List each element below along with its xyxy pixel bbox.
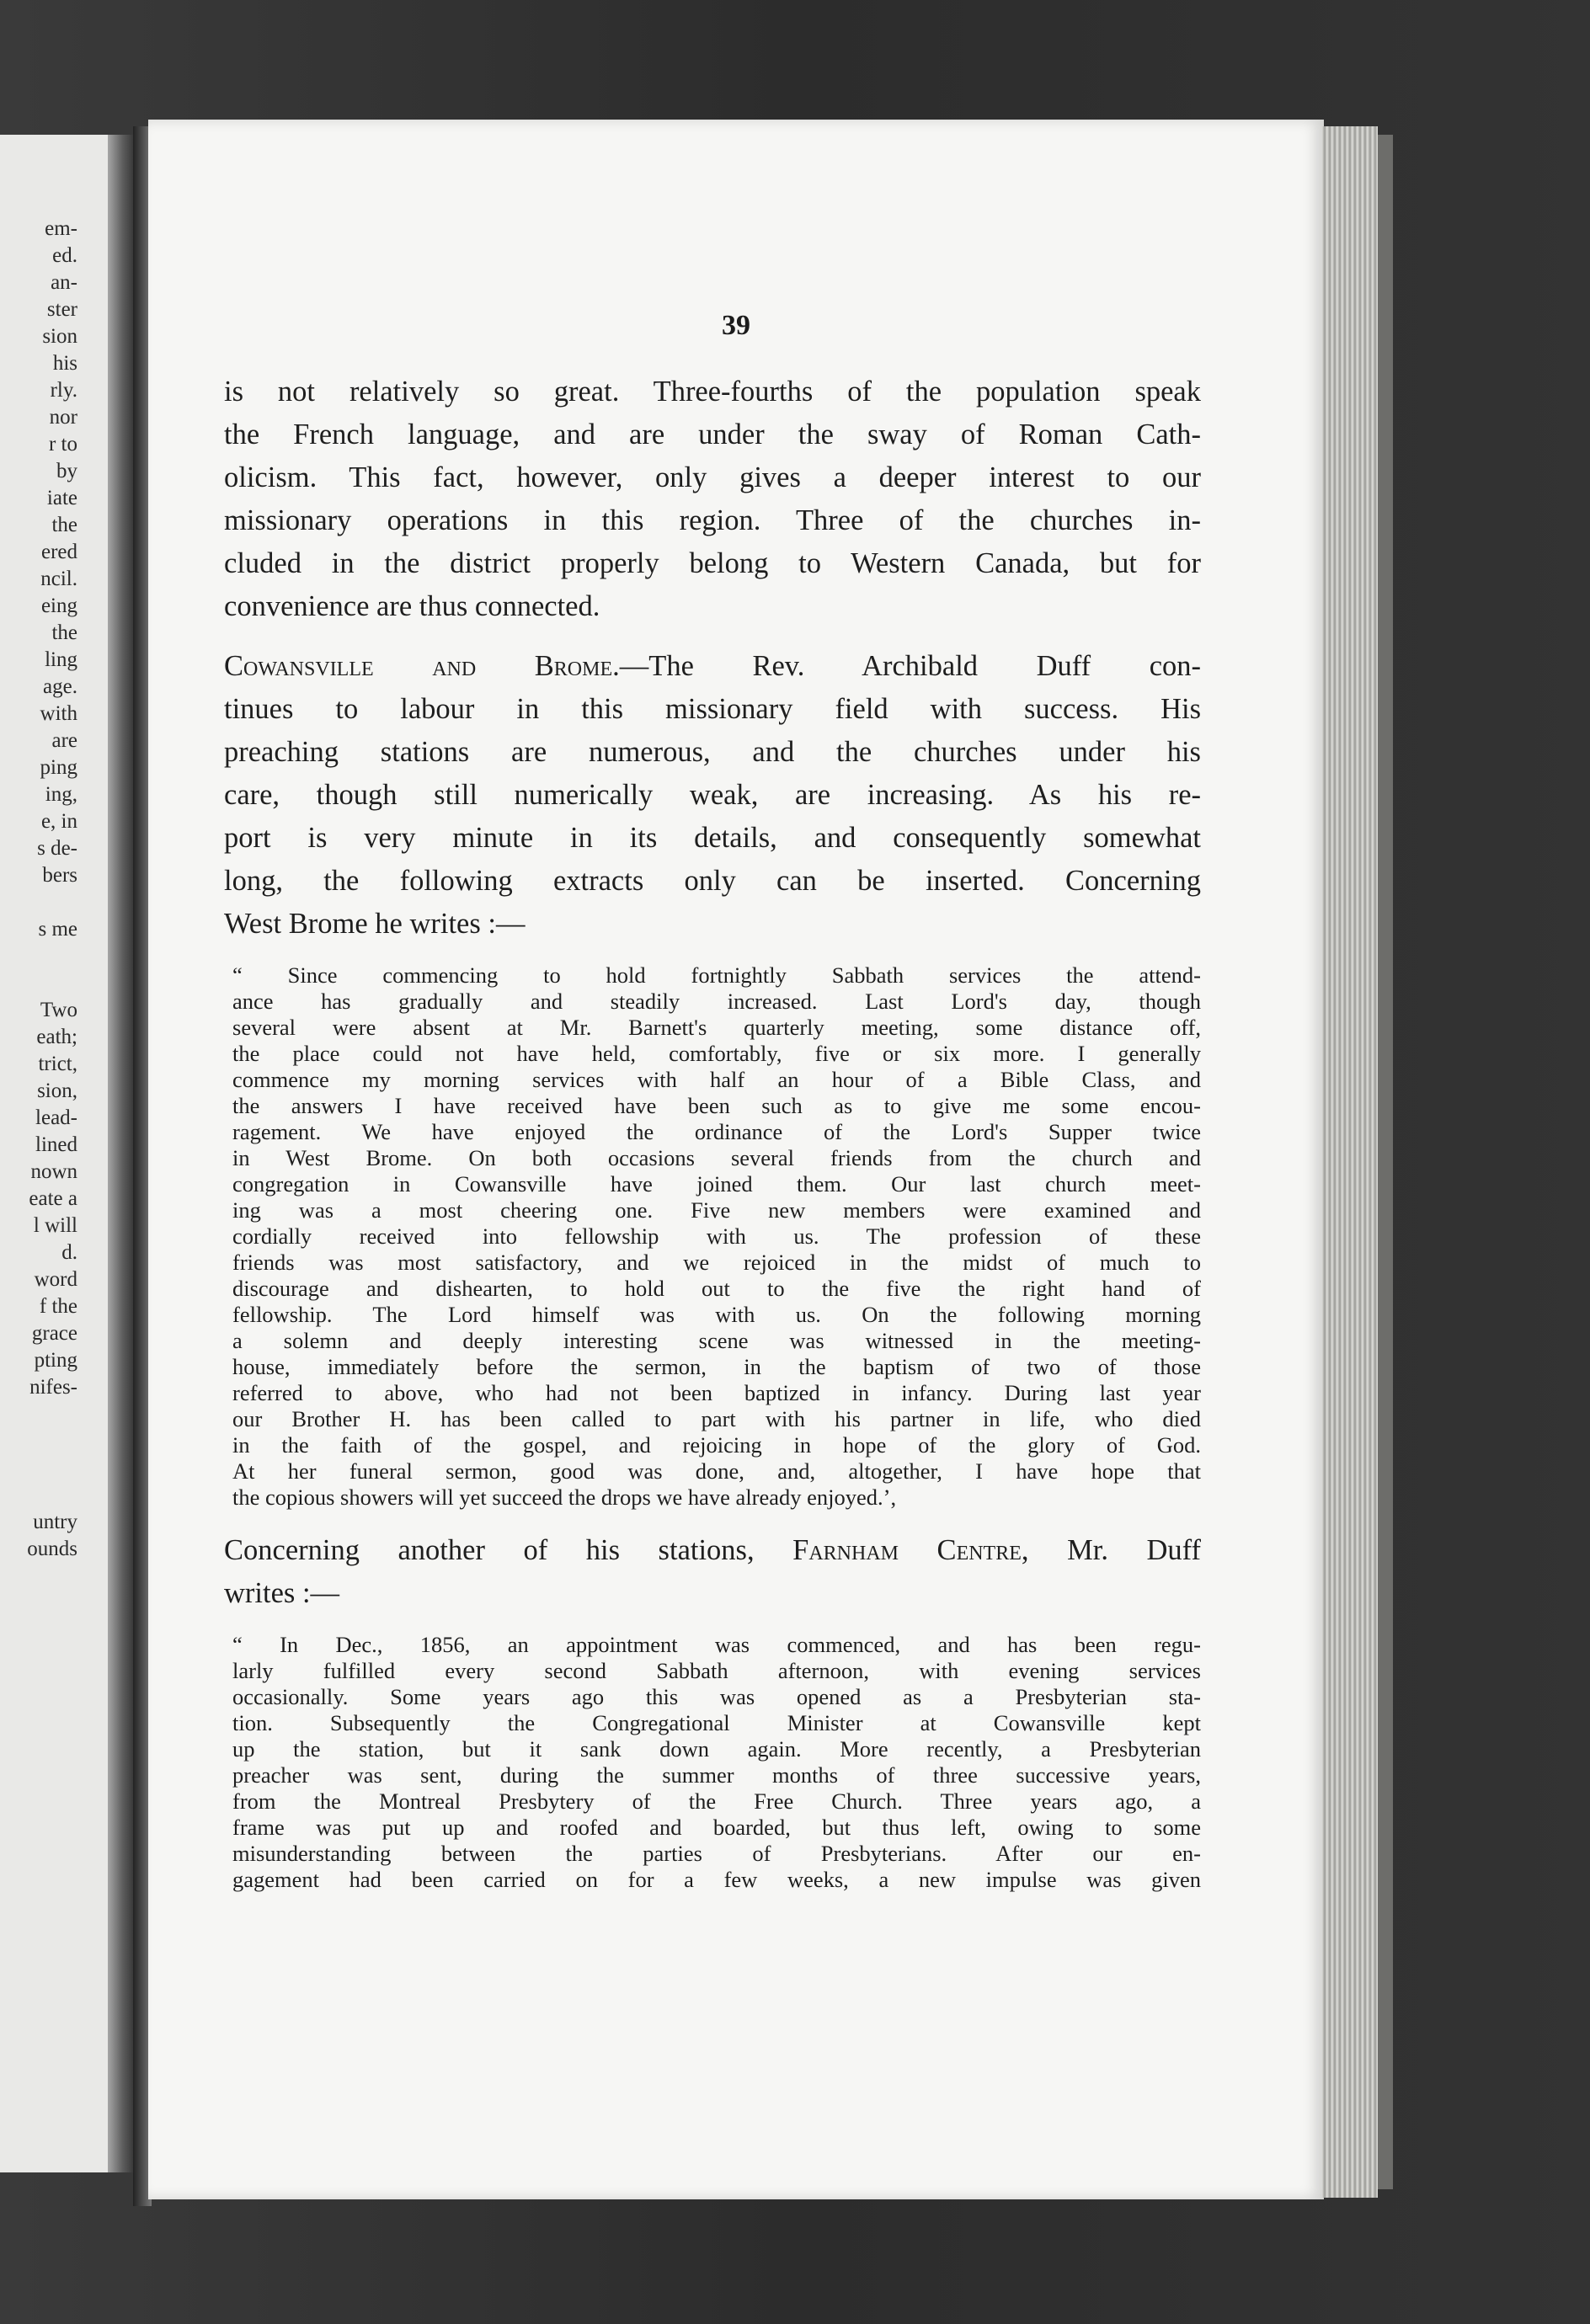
quote-line: larly fulfilled every second Sabbath afternoon, with evening services: [232, 1658, 1201, 1683]
farnham-second-line: writes :—: [224, 1577, 340, 1609]
quote-line: At her funeral sermon, good was done, and, altogether, I have hope that: [232, 1458, 1201, 1484]
farnham-line-before: Concerning another of his stations,: [224, 1534, 755, 1566]
quote-line: gagement had been carried on for a few weeks, a new impulse was given: [232, 1867, 1201, 1892]
left-page-fragment: by: [56, 460, 77, 482]
west-brome-quote: [232, 962, 1201, 1511]
quote-line: “ Since commencing to hold fortnightly Sabbath services the attend-: [232, 962, 1201, 988]
quote-line: fellowship. The Lord himself was with us. On the following morning: [232, 1302, 1201, 1327]
quote-line: commence my morning services with half an hour of a Bible Class, and: [232, 1067, 1201, 1092]
left-page-text-fragments: [0, 216, 77, 1563]
cowansville-paragraph: [224, 645, 1201, 946]
left-page-fragment: rly.: [50, 379, 77, 402]
left-page-fragment: iate: [46, 487, 77, 509]
book-gutter: [108, 135, 133, 2172]
farnham-first-line: [224, 1529, 1201, 1572]
quote-line: “ In Dec., 1856, an appointment was commenced, and has been regu-: [232, 1632, 1201, 1657]
left-page-fragment: [0, 1428, 77, 1455]
right-page: [148, 120, 1324, 2199]
left-page-fragment: bers: [42, 864, 77, 887]
left-page-fragment: [0, 970, 77, 997]
left-page-fragment: an-: [51, 271, 77, 294]
left-page-fragment: Two: [40, 999, 77, 1021]
quote-line: ing was a most cheering one. Five new members were examined and: [232, 1197, 1201, 1223]
quote-line: in West Brome. On both occasions several friends from the church and: [232, 1145, 1201, 1170]
quote-line: referred to above, who had not been baptized in infancy. During last year: [232, 1380, 1201, 1405]
quote-line: our Brother H. has been called to part with his partner in life, who died: [232, 1406, 1201, 1431]
left-page-fragment: r to: [48, 433, 77, 456]
left-page-fragment: eate a: [29, 1187, 77, 1210]
left-page-fragment: [0, 1401, 77, 1428]
cowansville-first-line: [224, 645, 1201, 688]
quote-line: the answers I have received have been such as to give me some encou-: [232, 1093, 1201, 1118]
farnham-station-name: Farnham Centre,: [792, 1534, 1029, 1566]
quote-line: preacher was sent, during the summer months of three successive years,: [232, 1762, 1201, 1788]
quote-line: ragement. We have enjoyed the ordinance of the Lord's Supper twice: [232, 1119, 1201, 1144]
left-page-fragment: pting: [34, 1349, 77, 1372]
left-page-fragment: nor: [49, 406, 77, 429]
page-number: 39: [722, 310, 750, 341]
body-line: preaching stations are numerous, and the churches under his: [224, 736, 1201, 768]
page-body: [224, 370, 1201, 1911]
quote-line: from the Montreal Presbytery of the Free Church. Three years ago, a: [232, 1788, 1201, 1814]
left-page-fragment: ing,: [45, 783, 77, 806]
left-page-fragment: d.: [61, 1241, 77, 1264]
left-page-fragment: s de-: [37, 837, 77, 860]
left-page-fragment: sion: [42, 325, 77, 348]
body-line: port is very minute in its details, and consequently somewhat: [224, 822, 1201, 854]
body-line: long, the following extracts only can be inserted. Concerning: [224, 865, 1201, 897]
left-page-fragment: with: [40, 702, 77, 725]
left-page-fragment: trict,: [38, 1053, 77, 1075]
quote-line: in the faith of the gospel, and rejoicing in hope of the glory of God.: [232, 1432, 1201, 1458]
body-line: tinues to labour in this missionary field with success. His: [224, 693, 1201, 725]
body-line: cluded in the district properly belong to Western Canada, but for: [224, 547, 1201, 579]
body-line: the French language, and are under the sway of Roman Cath-: [224, 418, 1201, 450]
left-page-fragment: nifes-: [29, 1376, 77, 1399]
left-page-fragment: s me: [38, 918, 77, 941]
left-page-fragment: eath;: [36, 1026, 77, 1048]
quote-line: several were absent at Mr. Barnett's quarterly meeting, some distance off,: [232, 1015, 1201, 1040]
quote-line: house, immediately before the sermon, in the baptism of two of those: [232, 1354, 1201, 1379]
left-page-fragment: ncil.: [40, 568, 77, 590]
cowansville-lines: [224, 688, 1201, 946]
left-page-fragment: [0, 889, 77, 916]
left-page-fragment: ered: [40, 541, 77, 563]
quote-line: misunderstanding between the parties of Presbyterians. After our en-: [232, 1841, 1201, 1866]
left-page-fragment: ping: [40, 756, 77, 779]
left-page-fragment: lined: [35, 1133, 77, 1156]
left-page-fragment: eing: [40, 594, 77, 617]
left-page-fragment: his: [52, 352, 77, 375]
quote-line: congregation in Cowansville have joined them. Our last church meet-: [232, 1171, 1201, 1197]
left-page-fragment: lead-: [35, 1106, 77, 1129]
scan-artifact: [632, 2273, 657, 2307]
quote-line: up the station, but it sank down again. More recently, a Presbyterian: [232, 1736, 1201, 1762]
left-page-fragment: e, in: [40, 810, 77, 833]
body-line: is not relatively so great. Three-fourths of the population speak: [224, 376, 1201, 408]
body-line: West Brome he writes :—: [224, 908, 526, 940]
book-page-edges: [1322, 126, 1378, 2198]
left-page-fragment: [0, 1482, 77, 1509]
cowansville-first-line-rest: —The Rev. Archibald Duff con-: [619, 650, 1201, 682]
quote-line: tion. Subsequently the Congregational Minister at Cowansville kept: [232, 1710, 1201, 1735]
left-page-fragment: untry: [33, 1511, 77, 1533]
body-line: convenience are thus connected.: [224, 590, 600, 622]
farnham-quote: [232, 1632, 1201, 1893]
left-page-fragment: ster: [46, 298, 77, 321]
left-page-fragment: ounds: [27, 1538, 77, 1560]
left-page-fragment: [0, 943, 77, 970]
body-line: care, though still numerically weak, are increasing. As his re-: [224, 779, 1201, 811]
book-cover-edge: [1378, 135, 1393, 2189]
left-page-fragment: are: [51, 729, 77, 752]
left-page: [0, 135, 111, 2172]
left-page-fragment: ling: [45, 648, 77, 671]
left-page-fragment: the: [51, 621, 77, 644]
left-page-fragment: em-: [45, 217, 77, 240]
left-page-fragment: [0, 1455, 77, 1482]
cowansville-heading: Cowansville and Brome.: [224, 650, 620, 682]
left-page-fragment: nown: [30, 1160, 77, 1183]
quote-line: occasionally. Some years ago this was opened as a Presbyterian sta-: [232, 1684, 1201, 1709]
quote-line: friends was most satisfactory, and we rejoiced in the midst of much to: [232, 1250, 1201, 1275]
left-page-fragment: sion,: [37, 1079, 77, 1102]
quote-line: a solemn and deeply interesting scene was witnessed in the meeting-: [232, 1328, 1201, 1353]
quote-line: cordially received into fellowship with us. The profession of these: [232, 1223, 1201, 1249]
left-page-fragment: ed.: [52, 244, 77, 267]
farnham-line-after: Mr. Duff: [1067, 1534, 1202, 1566]
quote-line: the place could not have held, comfortably, five or six more. I generally: [232, 1041, 1201, 1066]
body-line: olicism. This fact, however, only gives a deeper interest to our: [224, 461, 1201, 493]
left-page-fragment: grace: [31, 1322, 77, 1345]
quote-line: ance has gradually and steadily increased. Last Lord's day, though: [232, 989, 1201, 1014]
left-page-fragment: word: [34, 1268, 77, 1291]
body-line: missionary operations in this region. Three of the churches in-: [224, 504, 1201, 536]
left-page-fragment: l will: [33, 1214, 77, 1237]
quote-line: frame was put up and roofed and boarded, but thus left, owing to some: [232, 1815, 1201, 1840]
intro-paragraph: [224, 370, 1201, 628]
farnham-paragraph: [224, 1529, 1201, 1615]
quote-line: the copious showers will yet succeed the drops we have already enjoyed.’,: [232, 1484, 897, 1510]
left-page-fragment: f the: [39, 1295, 77, 1318]
quote-line: discourage and dishearten, to hold out to the five the right hand of: [232, 1276, 1201, 1301]
left-page-fragment: age.: [43, 675, 77, 698]
left-page-fragment: the: [51, 514, 77, 536]
